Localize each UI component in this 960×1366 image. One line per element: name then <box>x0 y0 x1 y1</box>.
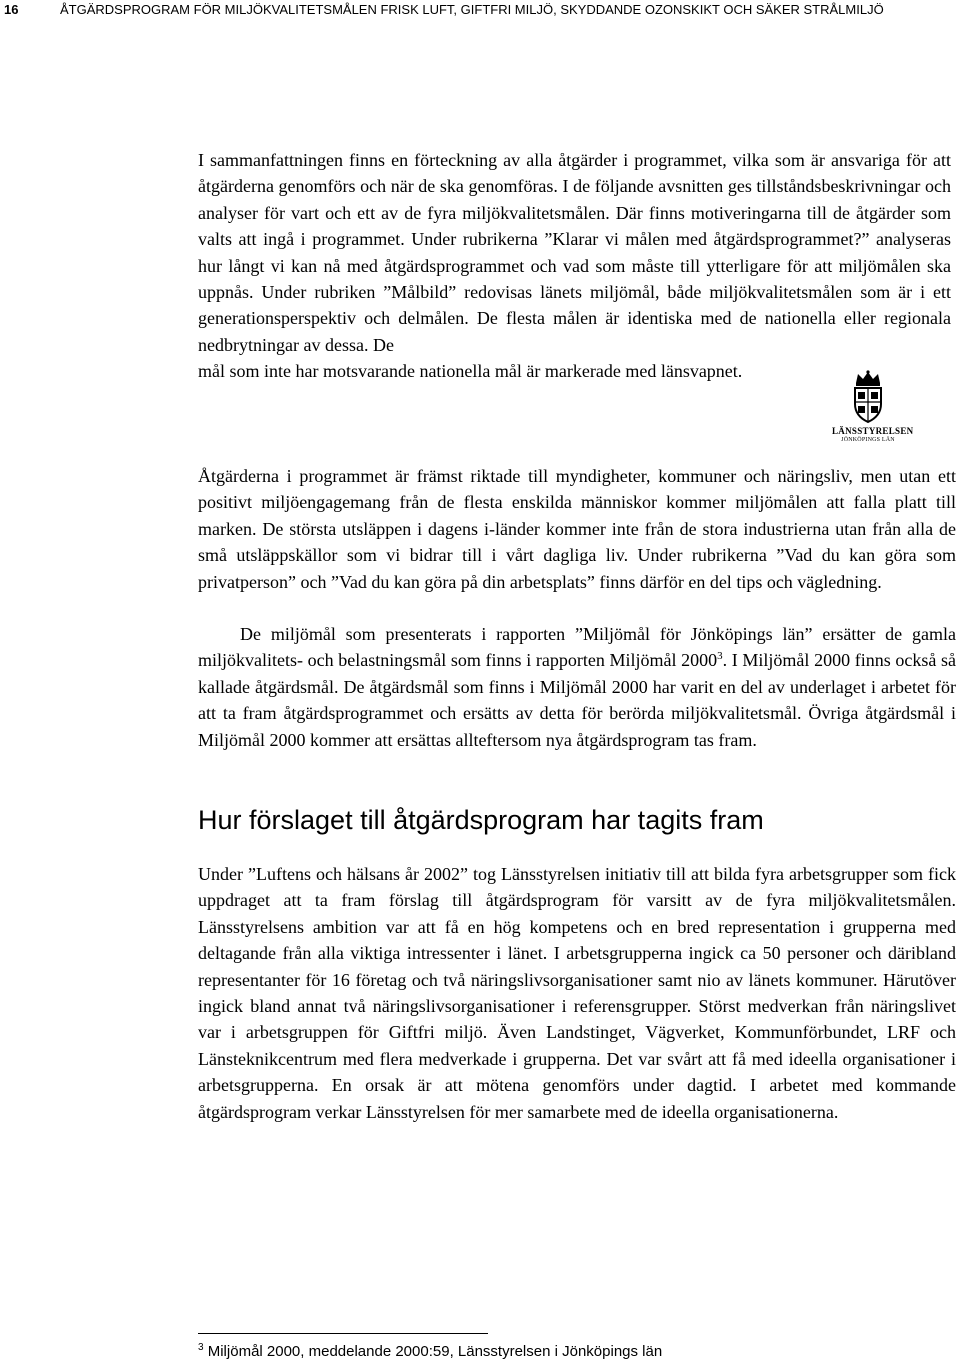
paragraph-text-continued: . I Miljömål 2000 finns också så kallade åtgärdsmål. De åtgärdsmål som finns i Miljömål 2000 har varit en del av underlaget i arbetet för att ta fram åtgärdsprogrammet och ersätts av detta för berörda miljökvalitetsmål. Övriga åtgärdsmål i Miljömål 2000 kommer att ersättas allteftersom nya åtgärdsprogram tas fram. <box>198 650 956 750</box>
footnote-number: 3 <box>198 1342 204 1353</box>
paragraph-text: De miljömål som presenterats i rapporten ”Miljömål för Jönköpings län” ersätter de gamla miljökvalitets- och belastningsmål som finns i rapporten Miljömål 2000 <box>198 624 956 671</box>
intro-paragraph <box>198 147 951 385</box>
page-number: 16 <box>4 2 19 17</box>
footnote-text: Miljömål 2000, meddelande 2000:59, Länsstyrelsen i Jönköpings län <box>207 1343 663 1360</box>
intro-paragraph-text: I sammanfattningen finns en förteckning av alla åtgärder i programmet, vilka som är ansvariga för att åtgärderna genomförs och när de ska genomföras. I de följande avsnitten ges tillståndsbeskrivningar och analyser för vart och ett av de fyra miljökvalitetsmålen. Där finns motiveringarna till de åtgärder som valts att ingå i programmet. Under rubrikerna ”Klarar vi målen med åtgärdsprogrammet?” analyseras hur långt vi kan nå med åtgärdsprogrammet och vad som måste till ytterligare för att miljömålen ska uppnås. Under rubriken ”Målbild” redovisas länets miljömål, både miljökvalitetsmålen som är i ett generationsperspektiv och delmålen. De flesta målen är identiska med de nationella eller regionala nedbrytningar av dessa. De <box>198 150 951 355</box>
section-heading: Hur förslaget till åtgärdsprogram har tagits fram <box>198 805 764 835</box>
intro-paragraph-last-line: mål som inte har motsvarande nationella mål är markerade med länsvapnet. <box>198 361 743 382</box>
footnote-reference: 3 <box>717 650 723 663</box>
logo-name: LÄNSSTYRELSEN <box>832 426 914 436</box>
footnote <box>198 1342 662 1362</box>
body-paragraph-indented <box>198 621 956 753</box>
running-header <box>0 0 960 22</box>
lansvapnet-crown-shield-icon <box>846 370 890 424</box>
running-header-title: ÅTGÄRDSPROGRAM FÖR MILJÖKVALITETSMÅLEN FRISK LUFT, GIFTFRI MILJÖ, SKYDDANDE OZONSKIKT OCH SÄKER STRÅLMILJÖ <box>60 2 884 17</box>
body-paragraph: Åtgärderna i programmet är främst riktade till myndigheter, kommuner och näringsliv, men utan ett positivt miljöengagemang från de flesta enskilda människor kommer miljömålen att falla platt till marken. De största utsläppen i dagens i-länder kommer inte från de stora industrierna utan från alla de små utsläppskällor som vi bidrar till i vårt dagliga liv. Under rubrikerna ”Vad du kan göra som privatperson” och ”Vad du kan göra på din arbetsplats” finns därför en del tips och vägledning. <box>198 466 956 592</box>
lansstyrelsen-logo <box>832 370 914 444</box>
logo-subtitle: JÖNKÖPINGS LÄN <box>841 437 895 443</box>
footnote-divider <box>198 1333 488 1334</box>
section-body-paragraph: Under ”Luftens och hälsans år 2002” tog Länsstyrelsen initiativ till att bilda fyra arbetsgrupper som fick uppdraget att ta fram förslag till åtgärdsprogram för varsitt av de fyra miljökvalitetsmålen. Länsstyrelsens ambition var att få en hög kompetens och en bred representation i grupperna med deltagande från alla viktiga intressenter i länet. I arbetsgrupperna ingick ca 50 personer och däribland representanter för 16 företag och två näringslivsorganisationer samt nio av länets kommuner. Härutöver ingick bland annat två näringslivsorganisationer i referensgrupper. Störst medverkan från näringslivet var i arbetsgruppen för Giftfri miljö. Även Landstinget, Vägverket, Kommunförbundet, LRF och Länsteknikcentrum med flera medverkade i grupperna. Det var svårt att få med ideella organisationer i arbetsgrupperna. En orsak är att mötena genomförs under dagtid. I arbetet med kommande åtgärdsprogram verkar Länsstyrelsen för mer samarbete med de ideella organisationerna. <box>198 864 956 1122</box>
